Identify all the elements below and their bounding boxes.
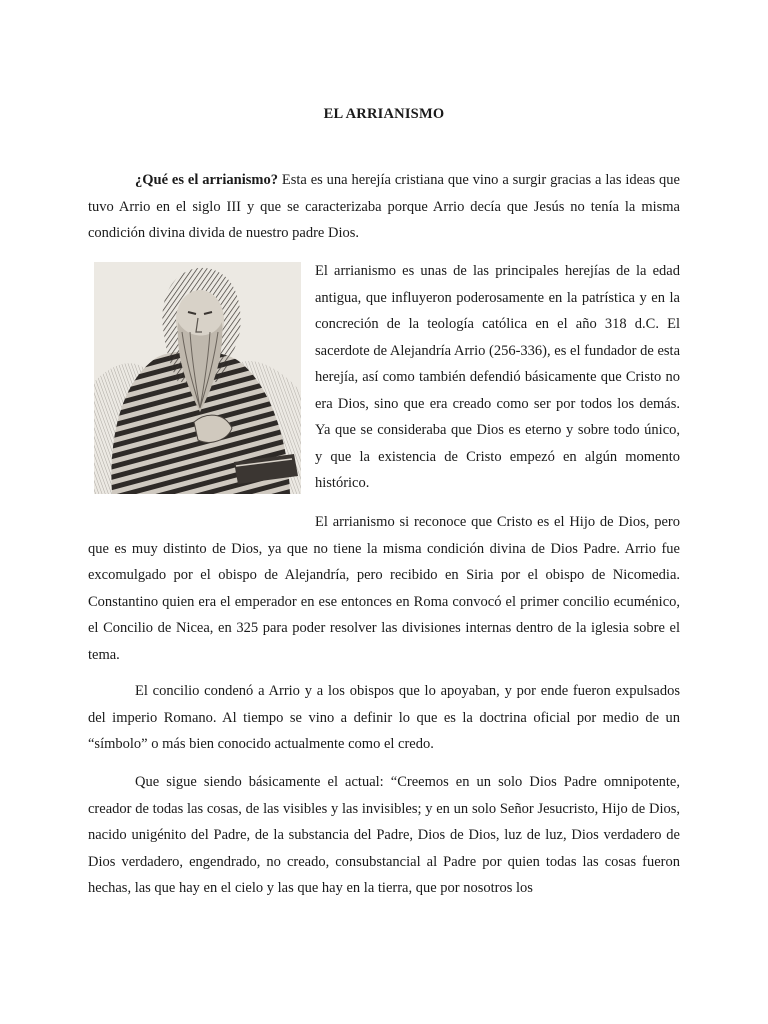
portrait-engraving bbox=[94, 262, 301, 494]
paragraph-4: El concilio condenó a Arrio y a los obispos que lo apoyaban, y por ende fueron expulsados del imperio Romano. Al tiempo se vino a definir lo que es la doctrina oficial por medio de un “símbolo” o más bien conocido actualmente como el credo. bbox=[88, 683, 680, 752]
document-title: EL ARRIANISMO bbox=[323, 106, 445, 122]
paragraph-3: El arrianismo si reconoce que Cristo es el Hijo de Dios, pero que es muy distinto de Dios, ya que no tiene la misma condición divina de Dios Padre. Arrio fue excomulgado por el obispo de Alejandría, pero recibido en Siria por el obispo de Nicomedia. Constantino quien era el emperador en ese entonces en Roma convocó el primer concilio ecuménico, el Concilio de Nicea, en 325 para poder resolver las divisiones internas dentro de la iglesia sobre el tema. bbox=[88, 514, 680, 663]
document-page bbox=[88, 0, 680, 1024]
arius-portrait-image bbox=[94, 262, 301, 494]
intro-question: ¿Qué es el arrianismo? bbox=[135, 172, 278, 188]
paragraph-5: Que sigue siendo básicamente el actual: “Creemos en un solo Dios Padre omnipotente, creador de todas las cosas, de las visibles y las invisibles; y en un solo Señor Jesucristo, Hijo de Dios, nacido unigénito del Padre, de la substancia del Padre, Dios de Dios, luz de luz, Dios verdadero de Dios verdadero, engendrado, no creado, consubstancial al Padre por quien todas las cosas fueron hechas, las que hay en el cielo y las que hay en la tierra, que por nosotros los bbox=[88, 774, 680, 896]
paragraph-intro bbox=[88, 167, 680, 247]
paragraph-wrapped: El arrianismo es unas de las principales herejías de la edad antigua, que influyeron poderosamente en la patrística y en la concreción de la teología católica en el año 318 d.C. El sacerdote de Alejandría Arrio (256-336), es el fundador de esta herejía, así como también defendió básicamente que Cristo no era Dios, sino que era creado como ser por todos los demás. Ya que se consideraba que Dios es eterno y sobre todo único, y que la existencia de Cristo empezó en algún momento histórico. bbox=[315, 263, 680, 491]
intro-text: Esta es una herejía cristiana que vino a surgir gracias a las ideas que tuvo Arrio en el siglo III y que se caracterizaba porque Arrio decía que Jesús no tenía la misma condición divina divida de nuestro padre Dios. bbox=[88, 172, 680, 241]
